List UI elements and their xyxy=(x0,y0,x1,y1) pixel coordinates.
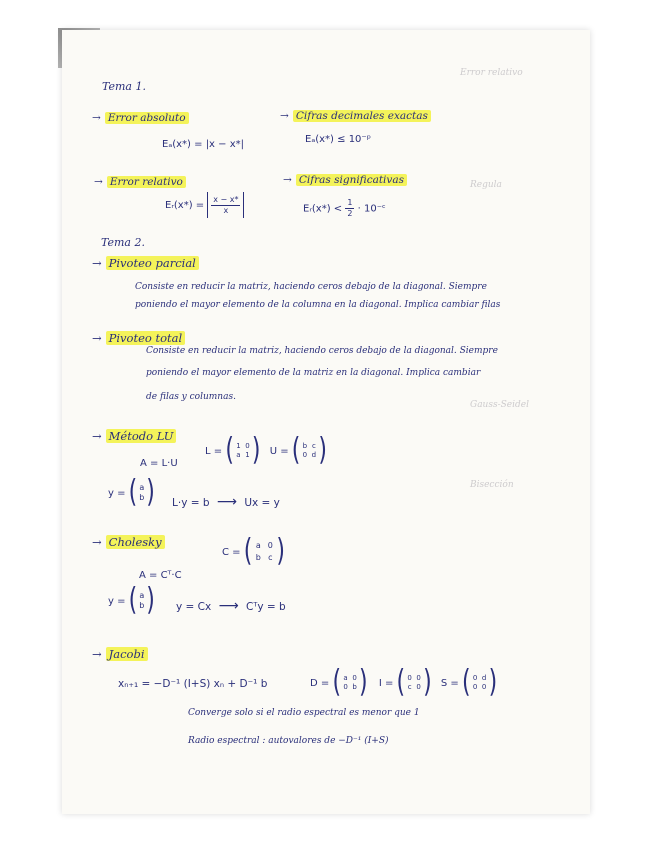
lu-equation: A = L·U xyxy=(140,458,178,469)
heading-cholesky: → Cholesky xyxy=(92,536,165,549)
jacobi-note-convergence: Converge solo si el radio espectral es menor que 1 xyxy=(188,708,420,718)
section-title-tema2: Tema 2. xyxy=(101,236,145,249)
cholesky-solve-steps: y = Cx ⟶ Cᵀy = b xyxy=(176,598,286,614)
formula-cifras-significativas: Eᵣ(x*) < $\frac{1}{2}$ · 10⁻ᶜ xyxy=(303,198,386,218)
formula-cifras-decimales: Eₐ(x*) ≤ 10⁻ᵖ xyxy=(305,134,371,145)
heading-cifras-decimales: → Cifras decimales exactas xyxy=(280,110,431,122)
bleed-through-text: Bisección xyxy=(470,480,514,490)
formula-error-absoluto: Eₐ(x*) = |x − x*| xyxy=(162,139,245,150)
cholesky-vector-y: y = ( a b ) xyxy=(108,582,155,618)
heading-metodo-lu: → Método LU xyxy=(92,430,176,443)
jacobi-iteration: xₙ₊₁ = −D⁻¹ (I+S) xₙ + D⁻¹ b xyxy=(118,678,268,690)
section-title-tema1: Tema 1. xyxy=(102,80,146,93)
heading-error-absoluto: → Error absoluto xyxy=(92,112,189,124)
pivoteo-total-line-2: poniendo el mayor elemento de la matriz en la diagonal. Implica cambiar xyxy=(146,368,481,378)
heading-cifras-significativas: → Cifras significativas xyxy=(283,174,407,186)
lu-matrix-l: L = ( 1 0 a 1 ) U = ( b c 0 d ) xyxy=(205,432,327,468)
pivoteo-total-line-1: Consiste en reducir la matriz, haciendo ceros debajo de la diagonal. Siempre xyxy=(146,346,498,356)
bleed-through-text: Regula xyxy=(470,180,502,190)
formula-error-relativo: Eᵣ(x*) = $\frac{x - x*}{x}$ xyxy=(165,192,247,218)
bleed-through-text: Error relativo xyxy=(460,68,523,78)
cholesky-equation: A = Cᵀ·C xyxy=(139,570,182,581)
jacobi-matrices: D = ( a 0 0 b ) I = ( 0 0 c 0 ) S = ( 0 d 0 0 ) xyxy=(310,664,498,700)
pivoteo-total-line-3: de filas y columnas. xyxy=(146,392,236,402)
pivoteo-parcial-line-1: Consiste en reducir la matriz, haciendo ceros debajo de la diagonal. Siempre xyxy=(135,282,487,292)
heading-pivoteo-total: → Pivoteo total xyxy=(92,332,185,345)
heading-jacobi: → Jacobi xyxy=(92,648,148,661)
heading-error-relativo: → Error relativo xyxy=(94,176,186,188)
bleed-through-text: Gauss-Seidel xyxy=(470,400,529,410)
pivoteo-parcial-line-2: poniendo el mayor elemento de la columna en la diagonal. Implica cambiar filas xyxy=(135,300,501,310)
lu-solve-steps: L·y = b ⟶ Ux = y xyxy=(172,494,280,510)
jacobi-note-spectral-radius: Radio espectral : autovalores de −D⁻¹ (I+S) xyxy=(188,736,389,746)
heading-pivoteo-parcial: → Pivoteo parcial xyxy=(92,257,199,270)
cholesky-matrix-c: C = ( a 0 b c ) xyxy=(222,533,285,569)
lu-vector-y: y = ( a b ) xyxy=(108,474,155,510)
notebook-page xyxy=(62,30,590,814)
